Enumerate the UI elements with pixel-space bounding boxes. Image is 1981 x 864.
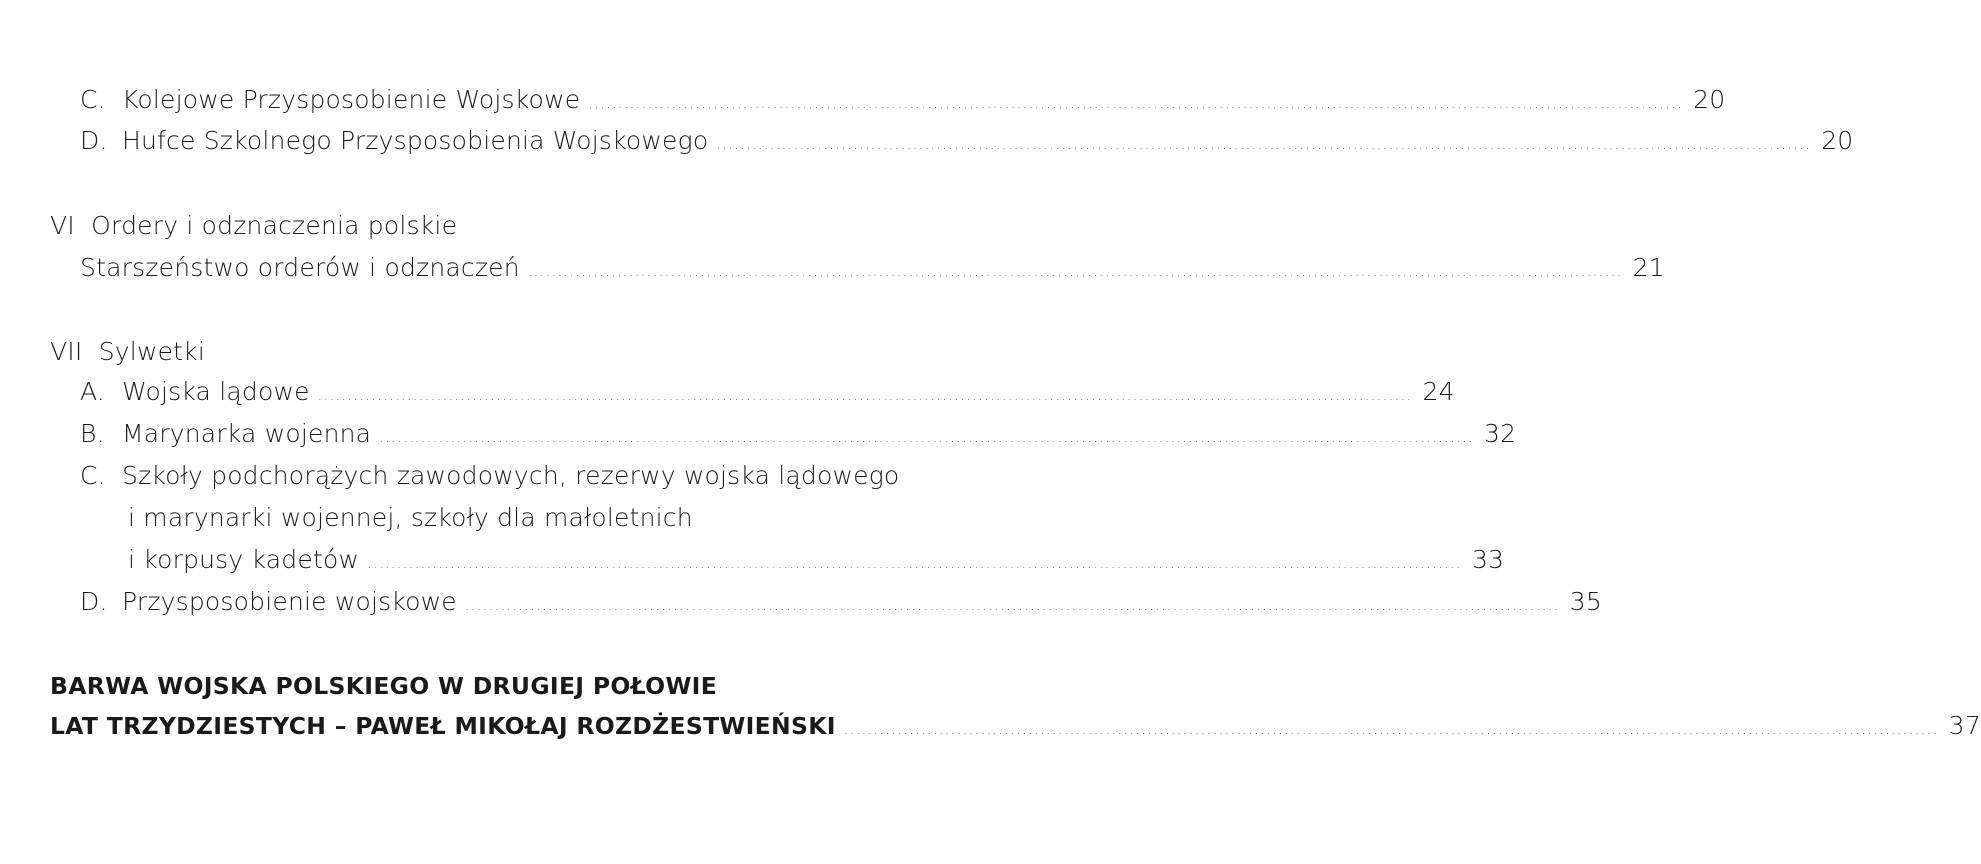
toc-page-number: 37 xyxy=(1948,711,1981,740)
dot-leader: ........................................................................................................................................................................................ xyxy=(317,388,1413,404)
toc-page-number: 21 xyxy=(1632,253,1665,282)
toc-entry-szkoly-line1[interactable] xyxy=(80,456,996,496)
toc-section-title: VII Sylwetki xyxy=(50,337,206,366)
dot-leader: ........................................................................................................................................................................................ xyxy=(527,264,1623,280)
toc-entry-label: Wojska lądowe xyxy=(122,377,310,406)
toc-entry-wojska-ladowe[interactable] xyxy=(80,372,1455,412)
toc-section-heading-vii[interactable] xyxy=(50,332,996,372)
toc-page-number: 24 xyxy=(1422,377,1455,406)
toc-section-heading-vi[interactable] xyxy=(50,206,996,246)
toc-entry-label: Marynarka wojenna xyxy=(122,419,372,448)
toc-entry-label: Starszeństwo orderów i odznaczeń xyxy=(80,253,520,282)
toc-entry-marker: D. xyxy=(80,126,108,155)
toc-entry-szkoly-line2 xyxy=(128,498,996,538)
toc-section-title: VI Ordery i odznaczenia polskie xyxy=(50,211,458,240)
toc-entry-marker: C. xyxy=(80,85,106,114)
dot-leader: ........................................................................................................................................................................................ xyxy=(843,722,1939,738)
dot-leader: ........................................................................................................................................................................................ xyxy=(367,556,1462,572)
toc-entry-hufce[interactable] xyxy=(80,121,1854,161)
toc-entry-label: Szkoły podchorążych zawodowych, rezerwy wojska lądowego xyxy=(122,461,900,490)
dot-leader: ........................................................................................................................................................................................ xyxy=(588,96,1684,112)
toc-entry-label: Hufce Szkolnego Przysposobienia Wojskowego xyxy=(122,126,709,155)
toc-entry-szkoly-line3[interactable] xyxy=(128,540,1505,580)
toc-page-number: 20 xyxy=(1693,85,1726,114)
toc-entry-label-continuation: i korpusy kadetów xyxy=(128,545,360,574)
toc-page-number: 33 xyxy=(1471,545,1505,574)
toc-chapter-title-continuation: LAT TRZYDZIESTYCH – PAWEŁ MIKOŁAJ ROZDŻESTWIEŃSKI xyxy=(50,712,836,740)
toc-chapter-barwa-line2[interactable] xyxy=(50,706,1981,746)
toc-entry-label-continuation: i marynarki wojennej, szkoły dla małoletnich xyxy=(128,503,693,532)
toc-page-number: 32 xyxy=(1484,419,1517,448)
toc-chapter-title: BARWA WOJSKA POLSKIEGO W DRUGIEJ POŁOWIE xyxy=(50,672,718,700)
dot-leader: ........................................................................................................................................................................................ xyxy=(379,430,1475,446)
toc-entry-kolejowe[interactable] xyxy=(80,80,1726,120)
toc-entry-label: Przysposobienie wojskowe xyxy=(122,587,457,616)
toc-entry-marynarka[interactable] xyxy=(80,414,1517,454)
toc-chapter-barwa-line1[interactable] xyxy=(50,666,996,706)
toc-page-number: 20 xyxy=(1821,126,1854,155)
toc-entry-przysposobienie[interactable] xyxy=(80,582,1602,622)
toc-entry-marker: B. xyxy=(80,419,105,448)
toc-entry-label: Kolejowe Przysposobienie Wojskowe xyxy=(122,85,581,114)
dot-leader: ........................................................................................................................................................................................ xyxy=(464,598,1560,614)
toc-page-number: 35 xyxy=(1569,587,1602,616)
toc-entry-marker: A. xyxy=(80,377,106,406)
toc-entry-starszenstwo[interactable] xyxy=(80,248,1665,288)
toc-entry-marker: D. xyxy=(80,587,108,616)
dot-leader: ........................................................................................................................................................................................ xyxy=(716,137,1812,153)
toc-entry-marker: C. xyxy=(80,461,106,490)
